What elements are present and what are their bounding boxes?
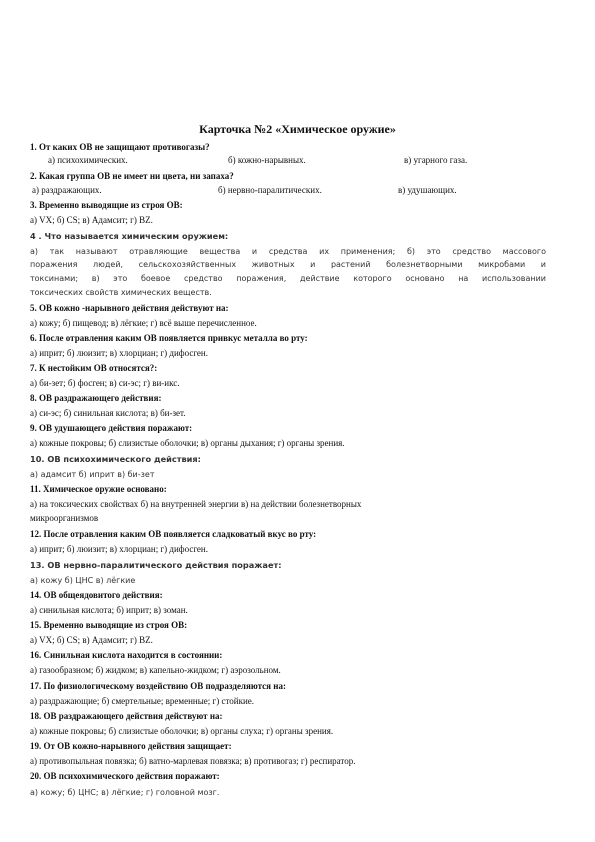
q2-option-b: б) нервно-паралитических. bbox=[218, 185, 322, 195]
question-11: 11. Химическое оружие основано: bbox=[30, 484, 167, 494]
question-13: 13. ОВ нервно-паралитического действия поражает: bbox=[30, 560, 282, 570]
question-17: 17. По физиологическому воздействию ОВ подразделяются на: bbox=[30, 681, 286, 691]
question-15: 15. Временно выводящие из строя ОВ: bbox=[30, 620, 188, 630]
answer-4-line-3: токсинами; в) это боевое средство поражения, действие которого основано на использовании bbox=[30, 274, 546, 283]
question-2: 2. Какая группа ОВ не имеет ни цвета, ни запаха? bbox=[30, 171, 234, 181]
q1-option-b: б) кожно-нарывных. bbox=[228, 155, 306, 165]
question-6: 6. После отравления каким ОВ появляется привкус металла во рту: bbox=[30, 333, 308, 343]
answer-12: а) иприт; б) люизит; в) хлорциан; г) дифосген. bbox=[30, 544, 208, 554]
question-1: 1. От каких ОВ не защищают противогазы? bbox=[30, 142, 210, 152]
q2-option-c: в) удушающих. bbox=[398, 185, 457, 195]
answer-20: а) кожу; б) ЦНС; в) лёгкие; г) головной мозг. bbox=[30, 788, 220, 797]
page-title: Карточка №2 «Химическое оружие» bbox=[199, 122, 396, 136]
question-10: 10. ОВ психохимического действия: bbox=[30, 454, 201, 464]
answer-10: а) адамсит б) иприт в) би-зет bbox=[30, 470, 155, 479]
question-18: 18. ОВ раздражающего действия действуют на: bbox=[30, 711, 223, 721]
answer-4-line-4: токсических свойств химических веществ. bbox=[30, 288, 212, 297]
question-12: 12. После отравления каким ОВ появляется сладковатый вкус во рту: bbox=[30, 529, 317, 539]
q1-option-c: в) угарного газа. bbox=[404, 155, 468, 165]
question-5: 5. ОВ кожно -нарывного действия действуют на: bbox=[30, 303, 229, 313]
answer-4-line-1: а) так называют отравляющие вещества и средства их применения; б) это средство массового bbox=[30, 247, 546, 256]
question-7: 7. К нестойким ОВ относятся?: bbox=[30, 363, 158, 373]
answer-8: а) си-эс; б) синильная кислота; в) би-зет. bbox=[30, 408, 186, 418]
answer-4-line-2: поражения людей, сельскохозяйственных животных и растений болезнетворными микробами и bbox=[30, 260, 546, 269]
answer-3: a) VX; б) CS; в) Адамсит; г) BZ. bbox=[30, 215, 153, 225]
answer-11-line-1: а) на токсических свойствах б) на внутренней энергии в) на действии болезнетворных bbox=[30, 499, 362, 509]
answer-7: а) би-зет; б) фосген; в) си-эс; г) ви-икс. bbox=[30, 378, 180, 388]
question-4: 4 . Что называется химическим оружием: bbox=[30, 231, 229, 241]
answer-5: а) кожу; б) пищевод; в) лёгкие; г) всё выше перечисленное. bbox=[30, 318, 257, 328]
question-3: 3. Временно выводящие из строя ОВ: bbox=[30, 200, 183, 210]
answer-9: а) кожные покровы; б) слизистые оболочки; в) органы дыхания; г) органы зрения. bbox=[30, 438, 345, 448]
q2-option-a: а) раздражающих. bbox=[32, 185, 102, 195]
q1-option-a: а) психохимических. bbox=[48, 155, 128, 165]
question-20: 20. ОВ психохимического действия поражают: bbox=[30, 771, 220, 781]
answer-16: а) газообразном; б) жидком; в) капельно-жидком; г) аэрозольном. bbox=[30, 665, 281, 675]
answer-17: а) раздражающие; б) смертельные; временные; г) стойкие. bbox=[30, 696, 255, 706]
answer-14: а) синильная кислота; б) иприт; в) зоман. bbox=[30, 605, 188, 615]
answer-18: а) кожные покровы; б) слизистые оболочки; в) органы слуха; г) органы зрения. bbox=[30, 726, 334, 736]
answer-19: а) противопыльная повязка; б) ватно-марлевая повязка; в) противогаз; г) респиратор. bbox=[30, 756, 356, 766]
answer-6: а) иприт; б) люизит; в) хлорциан; г) дифосген. bbox=[30, 348, 208, 358]
answer-15: a) VX; б) CS; в) Адамсит; г) BZ. bbox=[30, 635, 153, 645]
question-16: 16. Синильная кислота находится в состоянии: bbox=[30, 650, 223, 660]
answer-13: а) кожу б) ЦНС в) лёгкие bbox=[30, 576, 136, 585]
question-19: 19. От ОВ кожно-нарывного действия защищает: bbox=[30, 741, 232, 751]
question-9: 9. ОВ удушающего действия поражают: bbox=[30, 423, 193, 433]
answer-11-line-2: микроорганизмов bbox=[30, 513, 99, 523]
question-8: 8. ОВ раздражающего действия: bbox=[30, 393, 162, 403]
question-14: 14. ОВ общеядовитого действия: bbox=[30, 590, 163, 600]
